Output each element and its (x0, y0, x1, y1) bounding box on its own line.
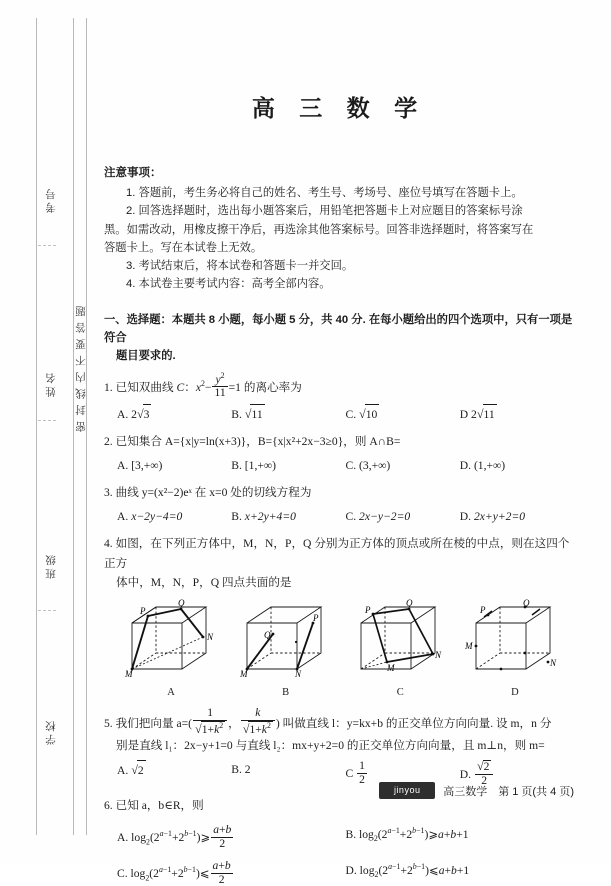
question-5-number: 5. (104, 717, 113, 731)
section-heading-line1: 一、选择题：本题共 8 小题，每小题 5 分，共 40 分. 在每小题给出的四个选项中，只有一项是符合 (104, 313, 573, 344)
cube-c-svg (347, 597, 453, 679)
question-1-option-b[interactable]: B. √11 (231, 404, 345, 425)
question-4-stem-line1 (104, 534, 574, 574)
option-letter: B. (231, 763, 242, 777)
cube-figure-b[interactable] (233, 597, 339, 702)
notice-heading: 注意事项： (104, 167, 162, 179)
question-3-option-c[interactable] (346, 507, 460, 527)
cube-d-label-p: P (479, 605, 486, 616)
sealing-label-name: 姓名 (46, 370, 57, 397)
option-letter: A. (117, 458, 129, 472)
question-6 (104, 796, 574, 886)
question-6-option-b[interactable]: B. $\log_2(2^{a-1}+2^{b-1})⩾a+b+1$ (345, 826, 469, 844)
question-1-option-a[interactable]: A. 2√3 (117, 404, 231, 425)
cube-d-caption: D (511, 687, 519, 699)
option-letter: A. (117, 407, 129, 421)
sealing-label-school: 学校 (46, 718, 57, 745)
cube-c-caption: C (396, 687, 404, 699)
cube-c-label-n: N (435, 650, 442, 661)
question-2-option-d[interactable] (460, 456, 574, 476)
cube-a-svg (118, 597, 224, 679)
question-3-option-d[interactable] (460, 507, 574, 527)
option-letter: D. (345, 864, 357, 878)
footer-page-info: 高三数学 第 1 页(共 4 页) (443, 785, 574, 798)
page-title: 高 三 数 学 (251, 95, 427, 121)
option-text: (3,+∞) (359, 458, 391, 472)
question-3-option-a[interactable] (117, 507, 231, 527)
notice-item-2-cont2: 答题卡上。写在本试卷上无效。 (104, 241, 263, 254)
content-column (104, 0, 574, 886)
question-4 (104, 534, 574, 703)
cube-c-label-p: P (365, 605, 371, 616)
option-text: x+2y+4=0 (244, 509, 296, 523)
cube-b-caption: B (282, 687, 290, 699)
option-letter: B. (231, 407, 242, 421)
option-text: (1,+∞) (473, 458, 506, 472)
cube-a-label-q: Q (178, 598, 185, 609)
sealing-label-do-not-write: 密封线内不要答题 (76, 300, 87, 432)
question-5-line1-suffix: ) 叫做直线 l：y=kx+b 的正交单位方向向量. 设 m，n 分 (275, 717, 552, 731)
option-letter: C. (345, 458, 357, 472)
option-text: [1,+∞) (244, 458, 277, 472)
question-6-stem-text: 已知 a，b∈R，则 (115, 799, 204, 813)
option-letter: B. (231, 509, 242, 523)
question-6-stem (104, 796, 574, 816)
cube-d-label-q: Q (522, 598, 530, 609)
question-5-option-c[interactable]: C $\frac{1}{2}$ (345, 759, 365, 786)
question-5-option-d[interactable]: D. $\frac{√2}{2}$ (460, 760, 574, 787)
question-3-stem (104, 483, 574, 503)
option-letter: A. (117, 509, 129, 523)
cube-b-svg (233, 597, 339, 679)
question-2-option-b[interactable] (231, 456, 345, 476)
question-1-options (104, 404, 574, 425)
option-letter: C. (117, 867, 128, 881)
option-letter: B. (231, 458, 242, 472)
notice-item-2-cont: 黑。如需改动，用橡皮擦干净后，再选涂其他答案标号。回答非选择题时，将答案写在 (104, 223, 534, 236)
gutter-dash-1 (38, 245, 56, 246)
option-letter: C (345, 767, 354, 781)
option-text: 2 (244, 763, 251, 777)
section-heading-line2: 题目要求的. (116, 349, 176, 362)
cube-d-label-m: M (464, 641, 473, 652)
option-letter: A. (117, 764, 129, 778)
cube-a-label-p: P (140, 606, 146, 617)
question-3-stem-text: 曲线 y=(x²−2)eˣ 在 x=0 处的切线方程为 (115, 485, 312, 499)
cube-figure-c[interactable] (347, 597, 453, 702)
cube-a-caption: A (167, 687, 175, 699)
cube-a-label-n: N (207, 632, 214, 643)
option-letter: D. (459, 509, 472, 523)
question-1-number: 1. (104, 380, 113, 394)
question-5 (104, 707, 574, 787)
question-1-stem-prefix: 已知双曲线 (115, 380, 177, 394)
option-letter: B. (345, 828, 357, 842)
question-4-line2-text: 体中，M，N，P，Q 四点共面的是 (116, 576, 292, 590)
cube-c-label-q: Q (406, 598, 413, 609)
question-2-number: 2. (104, 434, 113, 448)
question-2-option-c[interactable] (346, 456, 460, 476)
sealing-label-class: 班级 (46, 552, 57, 579)
question-3 (104, 483, 574, 527)
sealing-label-exam-number: 考号 (46, 186, 57, 213)
sealing-rule-left (36, 18, 37, 835)
question-2-options (104, 456, 574, 476)
cube-figure-d[interactable] (462, 597, 568, 702)
question-4-figures (104, 597, 574, 702)
question-6-option-d[interactable]: D. $\log_2(2^{a-1}+2^{b-1})⩽a+b+1$ (345, 862, 470, 880)
question-2-stem (104, 432, 574, 452)
cube-b-label-p: P (312, 613, 319, 624)
cube-d-label-n: N (549, 658, 556, 669)
question-3-option-b[interactable] (231, 507, 345, 527)
option-letter: D. (459, 768, 472, 782)
question-2 (104, 432, 574, 476)
section-heading (104, 311, 574, 365)
option-letter: A. (117, 831, 129, 845)
cube-figure-a[interactable] (118, 597, 224, 702)
option-text: [3,+∞) (131, 458, 163, 472)
gutter-dash-3 (38, 610, 56, 611)
notice-item-1: 1. 答题前，考生务必将自己的姓名、考生号、考场号、座位号填写在答题卡上。 (126, 187, 523, 199)
notice-item-3: 3. 考试结束后，将本试卷和答题卡一并交回。 (126, 260, 354, 273)
cube-b-label-n: N (294, 669, 301, 680)
question-4-number: 4. (104, 536, 113, 550)
page-footer (104, 782, 574, 799)
question-6-options-row2 (104, 860, 574, 886)
cube-d-svg (462, 597, 568, 679)
question-6-option-c[interactable]: C. $\log_2(2^{a-1}+2^{b-1})⩽$ $\frac{a+b}{2}$ (117, 859, 231, 886)
notice-item-2: 2. 回答选择题时，选出每小题答案后，用铅笔把答题卡上对应题目的答案标号涂 (126, 205, 523, 218)
gutter-dash-2 (38, 420, 56, 421)
question-6-number: 6. (104, 799, 113, 813)
question-1 (104, 372, 574, 425)
publisher-logo: jinyou (379, 782, 435, 799)
question-1-stem-suffix: 的离心率为 (240, 380, 302, 394)
question-5-stem-line1: 5. 我们把向量 a=( $\frac{1}{√1+k^2}$ ， $\frac{k}{√1+k^2}$ ) 叫做直线 l：y=kx+b 的正交单位方向向量. 设 m，n 分 (104, 706, 552, 736)
question-4-line1-text: 如图，在下列正方体中，M，N，P，Q 分别为正方体的顶点或所在棱的中点，则在这四个正方 (104, 536, 570, 570)
cube-c-label-m: M (387, 663, 395, 674)
question-5-line2-text: 别是直线 l₁：2x−y+1=0 与直线 l₂：mx+y+2=0 的正交单位方向向量，且 m⊥n，则 m= (116, 739, 545, 753)
question-3-options (104, 507, 574, 527)
notice-item-4: 4. 本试卷主要考试内容：高考全部内容。 (126, 278, 331, 291)
option-text: 2x−y−2=0 (359, 509, 411, 523)
option-letter: C. (345, 407, 357, 421)
notice-list (104, 184, 574, 294)
question-5-line1-prefix: 我们把向量 a=( (115, 717, 193, 731)
question-6-option-a[interactable]: A. $\log_2(2^{a-1}+2^{b-1})⩾$ $\frac{a+b}{2}$ (117, 823, 232, 850)
cube-b-label-m: M (239, 669, 248, 680)
question-1-stem: 1. 已知双曲线 C：$x^2-$ $\frac{y^2}{11}$ =1 的离心率为 (104, 370, 302, 400)
question-5-option-a[interactable]: A. √2 (117, 760, 231, 787)
option-letter: C. (345, 509, 357, 523)
cube-b-label-q: Q (263, 630, 271, 641)
question-6-options-row1 (104, 824, 574, 850)
question-1-option-d[interactable]: D 2√11 (460, 404, 574, 425)
option-text: x−2y−4=0 (131, 509, 183, 523)
question-2-stem-text: 已知集合 A={x|y=ln(x+3)}，B={x|x²+2x−3≥0}，则 A∩B= (115, 434, 401, 448)
question-1-option-c[interactable]: C. √10 (346, 404, 460, 425)
question-2-option-a[interactable] (117, 456, 231, 476)
option-letter: D (459, 407, 469, 421)
cube-a-label-m: M (125, 669, 133, 680)
question-3-number: 3. (104, 485, 113, 499)
option-letter: D. (459, 458, 472, 472)
option-text: 2x+y+2=0 (473, 509, 526, 523)
